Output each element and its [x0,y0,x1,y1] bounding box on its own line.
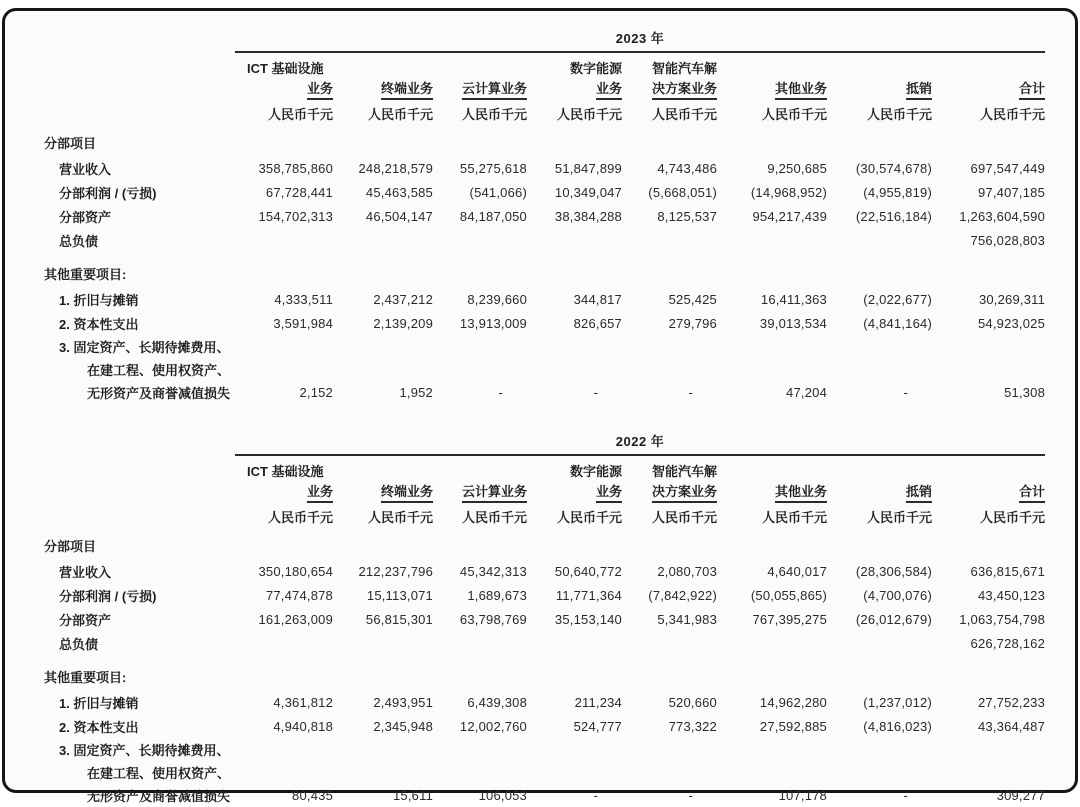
value-cell: 161,263,009 [258,611,333,627]
currency-unit: 人民币千元 [556,107,622,122]
value-cell: - [688,385,693,400]
value-cell [622,228,717,252]
value-cell: 77,474,878 [265,587,333,603]
section-title-row [42,125,1045,156]
value-cell [827,228,932,252]
value-cell: - [903,385,908,400]
value-cell: 84,187,050 [459,208,527,224]
empty-cells [235,738,1045,761]
column-header-label: 抵销 [906,481,932,503]
year-row [42,17,1045,52]
value-cell: 39,013,534 [759,315,827,331]
value-cell: 2,345,948 [373,718,433,734]
value-cell: (28,306,584) [855,563,932,579]
value-cell [622,631,717,655]
value-cell: 16,411,363 [760,291,827,307]
table-row [42,631,1045,655]
value-cell: 826,657 [573,315,622,331]
value-cell: 43,364,487 [977,718,1046,734]
value-cell: 8,239,660 [467,291,527,307]
value-cell: 520,660 [668,694,717,710]
value-cell: 2,139,209 [373,315,433,331]
value-cell: (50,055,865) [750,587,827,603]
value-cell [433,631,527,655]
value-cell: 248,218,579 [358,160,433,176]
value-cell: 626,728,162 [970,635,1046,651]
column-header-top: 数字能源 [569,61,622,76]
column-header [827,77,932,100]
value-cell: 45,463,585 [365,184,433,200]
value-cell: 2,080,703 [657,563,717,579]
value-cell: 211,234 [574,694,622,710]
column-header-top [932,455,1045,480]
value-cell: (541,066) [469,184,527,200]
empty-cells [235,761,1045,784]
value-cell: 43,450,123 [977,587,1046,603]
value-cell: 50,640,772 [554,563,622,579]
value-cell: 54,923,025 [977,315,1046,331]
column-header [622,77,717,100]
value-cell: 56,815,301 [365,611,433,627]
column-header [235,77,333,100]
value-cell: 8,125,537 [657,208,717,224]
column-header-label: 业务 [307,78,333,100]
value-cell: 27,752,233 [977,694,1046,710]
column-header-top [827,52,932,77]
label-continuation-row [42,335,1045,358]
value-cell: 4,640,017 [767,563,827,579]
row-label: 无形资产及商誉减值损失 [87,789,231,804]
column-header-top [333,52,433,77]
value-cell: 954,217,439 [752,208,827,224]
value-cell: (5,668,051) [648,184,717,200]
column-header [932,77,1045,100]
value-cell: 15,611 [393,788,433,803]
value-cell: 212,237,796 [358,563,433,579]
row-label: 3. 固定资产、长期待摊费用、 [59,743,230,758]
value-cell: 279,796 [668,315,717,331]
value-cell: 9,250,685 [767,160,827,176]
row-label: 分部利润 / (亏损) [59,185,157,201]
value-cell: - [498,385,503,400]
value-cell: 63,798,769 [459,611,527,627]
segment-table-2023 [42,17,1045,404]
currency-unit: 人民币千元 [761,107,827,122]
value-cell: - [593,385,598,400]
row-label: 分部利润 / (亏损) [59,588,157,604]
currency-unit: 人民币千元 [866,510,932,525]
column-header-label: 决方案业务 [652,481,717,503]
value-cell: - [593,788,598,803]
report-page [2,8,1078,804]
value-cell: 344,817 [573,291,622,307]
year-label: 2022 年 [235,420,1045,455]
column-header [527,77,622,100]
value-cell [827,631,932,655]
table-row [42,784,1045,807]
value-cell: 46,504,147 [365,208,433,224]
unit-row [42,100,1045,125]
value-cell [235,631,333,655]
value-cell: (7,842,922) [648,587,717,603]
column-header-label: 云计算业务 [462,481,527,503]
value-cell: 38,384,288 [554,208,622,224]
column-header-top [333,455,433,480]
table-row [42,180,1045,204]
value-cell: 10,349,047 [554,184,622,200]
row-label: 分部资产 [59,612,112,628]
column-header-label: 业务 [596,481,622,503]
column-header-top [717,52,827,77]
value-cell: 45,342,313 [459,563,527,579]
column-header-top: ICT 基础设施 [247,61,324,76]
currency-unit: 人民币千元 [461,107,527,122]
column-header-label: 其他业务 [775,78,827,100]
year-row-spacer [42,420,235,455]
table-row [42,690,1045,714]
value-cell: (4,700,076) [863,587,932,603]
value-cell: 4,333,511 [274,291,333,307]
currency-unit: 人民币千元 [367,107,433,122]
table-row [42,204,1045,228]
currency-unit: 人民币千元 [980,510,1046,525]
value-cell: 2,437,212 [373,291,433,307]
row-label: 分部资产 [59,209,112,225]
value-cell: 1,263,604,590 [959,208,1046,224]
value-cell: (4,841,164) [863,315,932,331]
value-cell: 14,962,280 [759,694,827,710]
value-cell: 51,308 [1004,385,1046,400]
column-header [717,77,827,100]
row-label: 1. 折旧与摊销 [59,695,139,711]
value-cell: - [688,788,693,803]
column-header-label: 业务 [596,78,622,100]
column-header-label: 决方案业务 [652,78,717,100]
value-cell: 80,435 [292,788,333,803]
value-cell: (26,012,679) [855,611,932,627]
column-header-label: 其他业务 [775,481,827,503]
value-cell: (14,968,952) [750,184,827,200]
value-cell [527,631,622,655]
header-main-row [42,77,1045,100]
value-cell: 1,952 [399,385,433,400]
value-cell: 154,702,313 [258,208,333,224]
column-header [527,480,622,503]
value-cell: 97,407,185 [977,184,1046,200]
value-cell: (1,237,012) [863,694,932,710]
column-header-top [433,52,527,77]
year-row [42,420,1045,455]
column-header [235,480,333,503]
column-header [433,480,527,503]
currency-unit: 人民币千元 [761,510,827,525]
row-label: 总负债 [59,233,99,249]
currency-unit: 人民币千元 [367,510,433,525]
value-cell: 1,063,754,798 [959,611,1046,627]
header-spacer [42,52,235,77]
section-title-row [42,655,1045,690]
row-label: 3. 固定资产、长期待摊费用、 [59,340,230,355]
currency-unit: 人民币千元 [866,107,932,122]
value-cell: 309,277 [996,788,1046,803]
table-row [42,311,1045,335]
column-header-top: 智能汽车解 [651,464,717,479]
value-cell: 350,180,654 [258,563,333,579]
currency-unit: 人民币千元 [461,510,527,525]
value-cell: 524,777 [573,718,622,734]
column-header [622,480,717,503]
value-cell: 4,361,812 [273,694,333,710]
section-title-row [42,252,1045,287]
column-header-top [827,455,932,480]
row-label: 总负债 [59,636,99,652]
value-cell [235,228,333,252]
value-cell: 11,771,364 [555,587,622,603]
empty-cells [235,335,1045,358]
value-cell: (30,574,678) [855,160,932,176]
currency-unit: 人民币千元 [267,107,333,122]
year-label: 2023 年 [235,17,1045,52]
value-cell: 756,028,803 [970,232,1046,248]
value-cell: 525,425 [668,291,717,307]
value-cell: 767,395,275 [752,611,827,627]
empty-cells [235,358,1045,381]
unit-spacer [42,100,235,125]
column-header-label: 合计 [1019,481,1045,503]
row-label: 营业收入 [59,161,112,177]
value-cell: 1,689,673 [467,587,527,603]
value-cell: - [903,788,908,803]
column-header-top: 智能汽车解 [651,61,717,76]
value-cell: 358,785,860 [258,160,333,176]
unit-spacer [42,503,235,528]
value-cell: 67,728,441 [265,184,333,200]
value-cell [717,631,827,655]
value-cell: 30,269,311 [978,291,1046,307]
header-spacer [42,480,235,503]
value-cell: (22,516,184) [855,208,932,224]
label-continuation-row [42,358,1045,381]
column-header [932,480,1045,503]
column-header-label: 合计 [1019,78,1045,100]
column-header [827,480,932,503]
table-row [42,714,1045,738]
row-label: 在建工程、使用权资产、 [87,363,231,378]
table-row [42,559,1045,583]
value-cell [333,228,433,252]
value-cell: 2,152 [299,385,333,400]
unit-row [42,503,1045,528]
value-cell: 4,940,818 [273,718,333,734]
value-cell: 55,275,618 [459,160,527,176]
column-header [717,480,827,503]
row-label: 在建工程、使用权资产、 [87,766,231,781]
value-cell: 4,743,486 [657,160,717,176]
section-title: 其他重要项目: [44,670,127,685]
row-label: 2. 资本性支出 [59,719,139,735]
value-cell: 773,322 [668,718,717,734]
value-cell [717,228,827,252]
value-cell: 12,002,760 [459,718,527,734]
row-label: 2. 资本性支出 [59,316,139,332]
column-header-label: 抵销 [906,78,932,100]
header-main-row [42,480,1045,503]
value-cell: 15,113,071 [366,587,433,603]
column-header [333,77,433,100]
table-row [42,583,1045,607]
header-top-row [42,455,1045,480]
tables-root [5,17,1075,807]
row-label: 营业收入 [59,564,112,580]
column-header-label: 终端业务 [381,78,433,100]
column-header-top: ICT 基础设施 [247,464,324,479]
header-spacer [42,455,235,480]
value-cell: 2,493,951 [373,694,433,710]
table-row [42,607,1045,631]
value-cell: 27,592,885 [759,718,827,734]
value-cell: 3,591,984 [273,315,333,331]
year-row-spacer [42,17,235,52]
column-header [433,77,527,100]
header-top-row [42,52,1045,77]
currency-unit: 人民币千元 [651,107,717,122]
section-title: 分部项目 [44,539,97,554]
value-cell: 107,178 [778,788,827,803]
column-header-top [433,455,527,480]
column-header-label: 云计算业务 [462,78,527,100]
table-row [42,156,1045,180]
value-cell: 13,913,009 [459,315,527,331]
label-continuation-row [42,738,1045,761]
table-row [42,228,1045,252]
value-cell [333,631,433,655]
section-title: 分部项目 [44,136,97,151]
label-continuation-row [42,761,1045,784]
table-row [42,287,1045,311]
value-cell: 51,847,899 [554,160,622,176]
value-cell: 35,153,140 [554,611,622,627]
section-title: 其他重要项目: [44,267,127,282]
currency-unit: 人民币千元 [556,510,622,525]
column-header-top [717,455,827,480]
header-spacer [42,77,235,100]
value-cell: (4,955,819) [863,184,932,200]
value-cell: 636,815,671 [970,563,1046,579]
column-header-top [932,52,1045,77]
column-header-top: 数字能源 [569,464,622,479]
row-label: 1. 折旧与摊销 [59,292,139,308]
row-label: 无形资产及商誉减值损失 [87,386,231,401]
section-title-row [42,528,1045,559]
column-header-label: 终端业务 [381,481,433,503]
value-cell: 697,547,449 [970,160,1046,176]
value-cell [527,228,622,252]
value-cell: 47,204 [786,385,827,400]
value-cell: (2,022,677) [863,291,932,307]
value-cell: 5,341,983 [657,611,717,627]
column-header [333,480,433,503]
value-cell: 6,439,308 [467,694,527,710]
value-cell: (4,816,023) [863,718,932,734]
column-header-label: 业务 [307,481,333,503]
table-row [42,381,1045,404]
segment-table-2022 [42,420,1045,807]
value-cell [433,228,527,252]
currency-unit: 人民币千元 [267,510,333,525]
currency-unit: 人民币千元 [980,107,1046,122]
value-cell: 106,053 [478,788,527,803]
currency-unit: 人民币千元 [651,510,717,525]
